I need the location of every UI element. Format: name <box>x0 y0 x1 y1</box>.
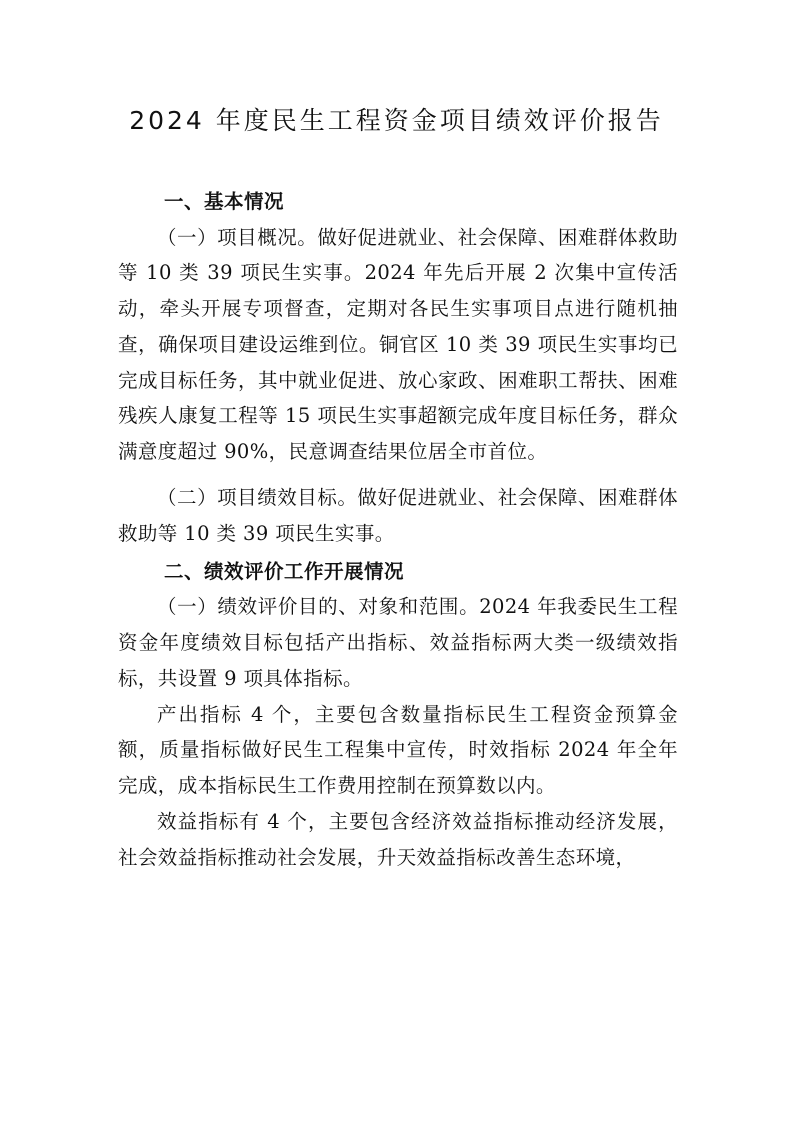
paragraph-performance-goals: （二）项目绩效目标。做好促进就业、社会保障、困难群体救助等 10 类 39 项民生实事。 <box>118 486 678 545</box>
paragraph-output-indicators: 产出指标 4 个，主要包含数量指标民生工程资金预算金额，质量指标做好民生工程集中宣传，时效指标 2024 年全年完成，成本指标民生工作费用控制在预算数以内。 <box>118 702 678 798</box>
document-body <box>118 184 678 876</box>
section-heading-evaluation-work: 二、绩效评价工作开展情况 <box>164 559 405 583</box>
paragraph-project-overview: （一）项目概况。做好促进就业、社会保障、困难群体救助等 10 类 39 项民生实事。2024 年先后开展 2 次集中宣传活动，牵头开展专项督查，定期对各民生实事项目点进行随机抽查，确保项目建设运维到位。铜官区 10 类 39 项民生实事均已完成目标任务，其中就业促进、放心家政、困难职工帮扶、困难残疾人康复工程等 15 项民生实事超额完成年度目标任务，群众满意度超过 90%，民意调查结果位居全市首位。 <box>118 225 678 464</box>
section-heading-basic-info: 一、基本情况 <box>164 190 285 213</box>
paragraph-benefit-indicators: 效益指标有 4 个，主要包含经济效益指标推动经济发展，社会效益指标推动社会发展，升天效益指标改善生态环境， <box>118 809 678 869</box>
document-title: 2024 年度民生工程资金项目绩效评价报告 <box>129 106 664 135</box>
paragraph-evaluation-purpose: （一）绩效评价目的、对象和范围。2024 年我委民生工程资金年度绩效目标包括产出指标、效益指标两大类一级绩效指标，共设置 9 项具体指标。 <box>118 595 678 690</box>
